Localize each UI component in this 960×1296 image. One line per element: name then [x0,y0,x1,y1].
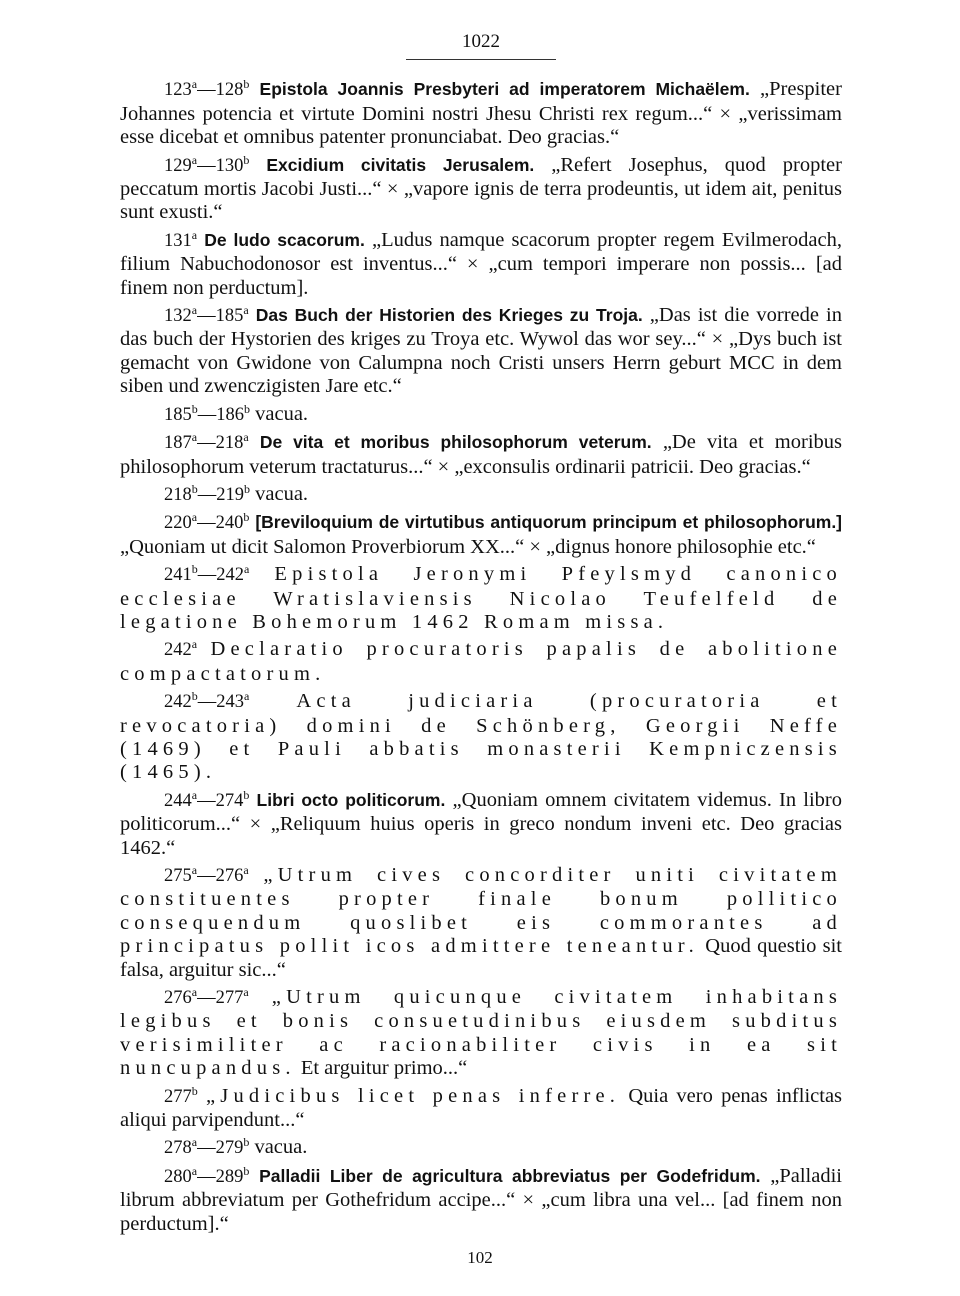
folio-end: 185 [215,306,244,327]
entry-text: „De vita et moribus philosophorum veterum tractaturus...“ × „exconsulis ordinarii patricii. Deo gracias.“ [120,431,843,478]
folio-start-side: a [191,510,198,525]
catalog-entry [120,1136,842,1160]
entry-spaced-title: „Utrum quicunque civitatem inhabitans legibus et bonis consuetudinibus eiusdem subditus verisimiliter ac racionabiliter civis in ea sit nuncupandus. [120,986,843,1080]
entry-title: [Breviloquium de virtutibus antiquorum principum et philosophorum.] [255,512,843,533]
entry-text: „Quoniam ut dicit Salomon Proverbiorum XX...“ × „dignus honore philosophie etc.“ [120,535,816,558]
folio-range [164,862,249,886]
folio-range [164,302,249,327]
catalog-entry [120,563,842,634]
folio-start-side: a [191,429,198,444]
folio-end-side: a [243,984,249,999]
folio-end-side: b [244,401,250,416]
catalog-entry [120,483,842,507]
folio-start: 280 [164,1166,192,1187]
folio-start-side: b [191,481,198,496]
entry-title: Palladii Liber de agricultura abbreviatus per Godefridum. [259,1165,761,1186]
catalog-entry [120,690,842,785]
catalog-entry [120,78,842,149]
entry-text: „Quoniam omnem civitatem videmus. In libro politicorum...“ × „Reliquum huius operis in greco nondum inveni etc. Deo gracias 1462.“ [120,788,843,859]
folio-start: 129 [164,155,192,176]
catalog-entry [120,1165,842,1236]
folio-end: 186 [216,404,244,425]
folio-end: 128 [215,80,244,101]
folio-separator: — [197,513,216,534]
folio-separator: — [197,484,217,505]
folio-range [164,787,250,811]
catalog-entry [120,229,842,300]
entry-title: Epistola Joannis Presbyteri ad imperatorem Michaëlem. [259,79,750,100]
entry-spaced-title: Declaratio procuratoris papalis de abolitione compactatorum. [120,638,842,685]
folio-start-side: b [191,689,198,703]
folio-separator: — [197,988,216,1009]
folio-start: 123 [164,80,192,101]
folio-end: 242 [216,565,244,586]
folio-separator: — [197,692,217,713]
folio-start: 244 [164,790,192,811]
folio-end-side: a [243,862,249,877]
folio-end: 277 [215,988,244,1009]
folio-end: 243 [216,692,244,713]
folio-range [164,984,249,1009]
document-page [120,30,842,1236]
folio-range [164,689,250,713]
folio-start: 185 [164,404,192,425]
signature-number: 102 [467,1248,493,1267]
folio-separator: — [197,866,216,886]
folio-range [164,227,198,251]
catalog-entry [120,789,842,860]
folio-end-side: b [243,787,250,802]
entry-spaced-title: „Judicibus licet penas inferre. [205,1084,621,1107]
folio-range [164,637,198,661]
folio-end: 240 [215,513,244,534]
folio-end: 218 [215,433,244,454]
folio-end-side: a [243,302,249,317]
folio-start: 242 [164,640,192,661]
folio-start: 131 [164,230,192,251]
entry-spaced-title: Acta judiciaria (procuratoria et revocatoria) domini de Schönberg, Georgii Neffe (1469) et Pauli abbatis monasterii Kempniczensis (1465). [120,690,842,784]
folio-end: 289 [215,1166,244,1187]
folio-start-side: a [191,1135,198,1150]
folio-range [164,429,249,454]
folio-range [164,1163,250,1187]
folio-start-side: b [191,561,198,576]
folio-separator: — [197,306,216,327]
folio-start-side: a [191,862,198,877]
folio-separator: — [197,565,217,586]
folio-end: 274 [215,790,244,811]
folio-start-side: b [191,401,198,416]
folio-start: 132 [164,306,192,327]
folio-range [164,77,250,101]
catalog-entry [120,864,842,982]
entry-spaced-title: „Utrum cives concorditer uniti civitatem constituentes propter finale bonum pollitico consequendum quoslibet eis commorantes ad principatus pollit icos admittere teneantur. [120,864,843,958]
folio-start-side: a [191,1163,198,1178]
folio-start: 278 [164,1138,192,1159]
folio-range [164,561,250,586]
folio-end-side: b [244,481,250,496]
entry-text: vacua. [255,402,309,425]
folio-start-side: b [191,1083,198,1098]
folio-separator: — [197,1166,216,1187]
folio-end-side: a [244,561,250,576]
folio-start: 275 [164,866,192,886]
folio-end-side: b [243,1135,250,1150]
folio-range [164,152,250,176]
folio-end-side: a [244,689,250,703]
folio-start-side: a [191,152,198,167]
catalog-entries [120,78,842,1236]
entry-text: vacua. [254,1136,308,1159]
folio-end: 130 [215,155,244,176]
entry-text: Quod questio sit falsa, arguitur sic...“ [120,935,842,981]
folio-end-side: b [243,77,250,92]
folio-start-side: a [191,637,198,652]
catalog-entry [120,986,842,1081]
catalog-entry [120,431,842,479]
entry-text: „Palladii librum abbreviatum per Gothefridum accipe...“ × „cum libra una vel... [ad finem non perductum].“ [120,1164,842,1235]
folio-range [164,1083,198,1107]
folio-range [164,510,250,534]
entry-text: „Prespiter Johannes potencia et virtute Domini nostri Jhesu Christi rex regum...“ × „verissimam esse dicebat et omnibus patenter pronunciabat. Deo gracias.“ [120,78,842,149]
entry-text: Quia vero penas inflictas aliqui parvipendunt...“ [120,1084,843,1132]
catalog-entry [120,511,842,559]
folio-separator: — [197,790,216,811]
folio-start-side: a [191,77,198,92]
folio-start: 218 [164,484,192,505]
folio-start: 241 [164,565,192,586]
folio-start: 187 [164,433,192,454]
catalog-entry [120,403,842,427]
catalog-entry [120,1085,842,1133]
entry-text: Et arguitur primo...“ [295,1057,468,1080]
folio-end: 276 [215,866,244,886]
folio-start: 220 [164,513,192,534]
entry-text: vacua. [255,482,309,505]
header-rule [406,59,556,60]
folio-separator: — [197,80,216,101]
folio-end-side: b [243,152,250,167]
folio-start-side: a [191,227,198,242]
entry-text: „Das ist die vorrede in das buch der Hystorien des kriges zu Troya etc. Wywol das wor sey...“ × „Dys buch ist gemacht von Gwidone von Calumpna noch Cristi unsers Herrn geburt MCC in dem siben und zwenczigisten Jare etc.“ [120,304,842,398]
folio-start: 242 [164,692,192,713]
folio-separator: — [197,433,216,454]
folio-start-side: a [191,302,198,317]
folio-end-side: b [243,510,250,525]
folio-range [164,481,250,505]
folio-separator: — [197,1138,216,1159]
entry-text: „Refert Josephus, quod propter peccatum mortis Jacobi Justi...“ × „vapore ignis de terra prodeuntis, ut idem ait, penitus sunt exusti.“ [120,153,842,224]
folio-start: 277 [164,1086,192,1107]
folio-start: 276 [164,988,192,1009]
folio-end-side: a [243,429,249,444]
folio-separator: — [197,155,216,176]
folio-separator: — [197,404,217,425]
folio-end-side: b [243,1163,250,1178]
entry-title: Excidium civitatis Jerusalem. [266,154,535,175]
folio-start-side: a [191,984,198,999]
catalog-entry [120,304,842,399]
entry-text: „Ludus namque scacorum propter regem Evilmerodach, filium Nabuchodonosor est inventus...“ × „cum tempori imperare non possis... [ad finem non perductum]. [120,228,842,299]
folio-end: 219 [216,484,244,505]
page-number: 1022 [462,31,500,52]
folio-range [164,1135,250,1159]
entry-title: De ludo scacorum. [204,229,365,250]
folio-range [164,401,250,425]
catalog-entry [120,638,842,686]
catalog-entry [120,154,842,225]
entry-title: De vita et moribus philosophorum veterum. [259,432,652,453]
entry-spaced-title: Epistola Jeronymi Pfeylsmyd canonico ecclesiae Wratislaviensis Nicolao Teufelfeld de legatione Bohemorum 1462 Romam missa. [120,563,842,633]
folio-end: 279 [215,1138,244,1159]
folio-start-side: a [191,787,198,802]
entry-title: Libri octo politicorum. [256,789,446,810]
entry-title: Das Buch der Historien des Krieges zu Troja. [255,305,643,326]
